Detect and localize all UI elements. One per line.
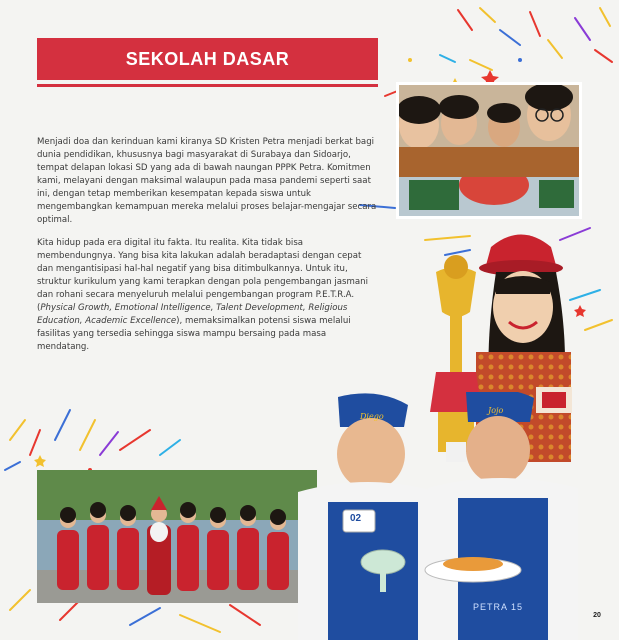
petra-program-list: Physical Growth, Emotional Intelligence, Talent Development, Religious Education, Academic Excellence xyxy=(37,303,348,326)
title-underline xyxy=(37,84,378,87)
paragraph-2 xyxy=(37,237,379,354)
name-badge-number: 02 xyxy=(350,513,362,524)
students-photo xyxy=(396,82,582,219)
body-text xyxy=(37,136,379,364)
section-title: SEKOLAH DASAR xyxy=(125,48,290,69)
paragraph-1: Menjadi doa dan kerinduan kami kiranya SD Kristen Petra menjadi berkat bagi dunia pendidikan, khususnya bagi masyarakat di Surabaya dan Sidoarjo, tempat delapan lokasi SD yang ada di bawah naungan PPPK Petra. Komitmen kami, melayani dengan maksimal walaupun pada masa pandemi seperti saat ini, dengan tetap memberikan kesempatan kepada siswa untuk mengembangkan kemampuan mereka melalui proses belajar-mengajar secara optimal. xyxy=(37,137,377,225)
paragraph-2-outro: ), memaksimalkan potensi siswa melalui fasilitas yang tersedia sehingga siswa mampu bersaing pada masa mendatang. xyxy=(37,316,351,352)
hat-name-left: Diego xyxy=(360,412,384,421)
hat-name-right: Jojo xyxy=(488,406,504,415)
group-of-students-photo-icon xyxy=(399,85,579,216)
student-chefs-photo-icon xyxy=(268,392,598,640)
apron-text: PETRA 15 xyxy=(473,602,524,612)
section-title-banner xyxy=(37,38,378,80)
page-number: 20 xyxy=(593,612,601,619)
paragraph-2-intro: Kita hidup pada era digital itu fakta. Itu realita. Kita tidak bisa membendungnya. Yang bisa kita lakukan adalah beradaptasi dengan cepat dan mengantisipasi hal-hal negatif yang bisa ditimbulkannya. Untuk itu, struktur kurikulum yang kami terapkan dengan pola pengembangan jasmani dan rohani secara menyeluruh melalui pengembangan program P.E.T.R.A. ( xyxy=(37,238,368,313)
student-chefs-photo xyxy=(268,392,598,640)
